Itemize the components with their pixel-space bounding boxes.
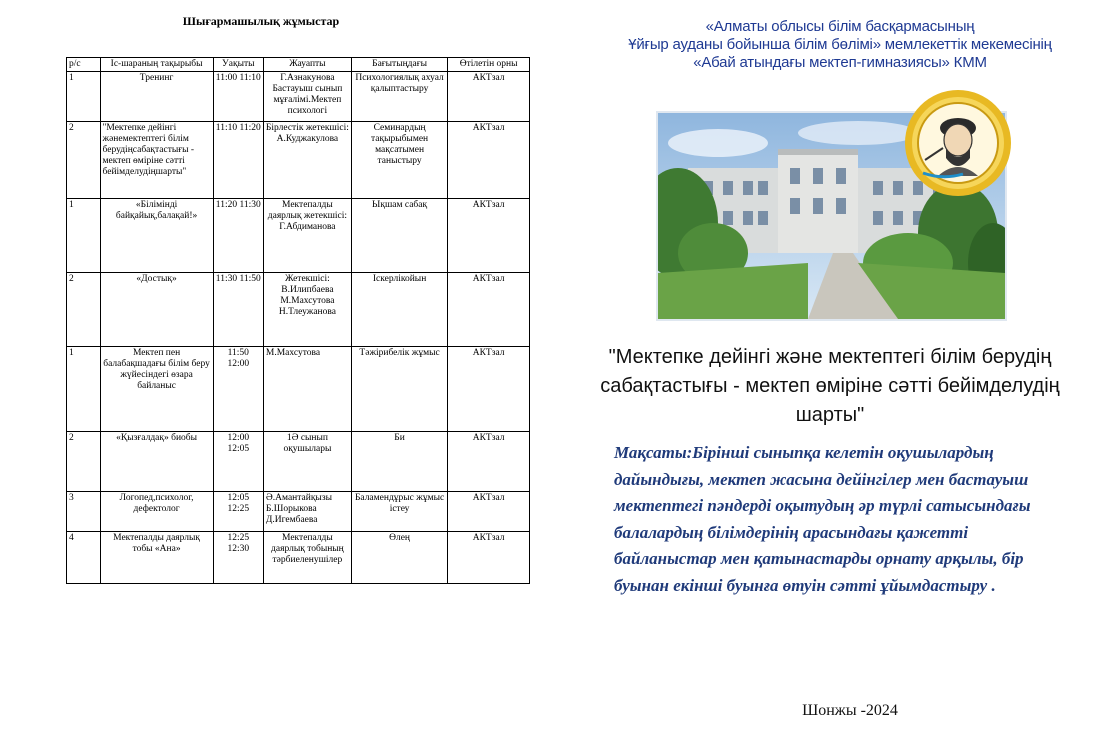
cell-time: 11:30 11:50 <box>213 273 263 347</box>
cell-place: АКТзал <box>448 347 530 432</box>
cell-place: АКТзал <box>448 492 530 532</box>
org-line-1: «Алматы облысы білім басқармасының <box>705 18 975 35</box>
cell-place: АКТзал <box>448 122 530 199</box>
table-row <box>67 532 530 584</box>
cell-number: 1 <box>67 347 101 432</box>
cell-topic: "Мектепке дейінгі жәнемектептегі білім берудіңсабақтастығы - мектеп өміріне сәтті бейімделудіңшарты" <box>100 122 213 199</box>
school-emblem-portrait <box>903 88 1013 198</box>
cell-number: 2 <box>67 432 101 492</box>
header-time: Уақыты <box>213 58 263 72</box>
table-row <box>67 199 530 273</box>
cell-place: АКТзал <box>448 532 530 584</box>
header-direction: Бағытыңдағы <box>351 58 447 72</box>
header-place: Өтілетін орны <box>448 58 530 72</box>
cell-place: АКТзал <box>448 199 530 273</box>
cell-time: 11:20 11:30 <box>213 199 263 273</box>
cell-time: 11:50 12:00 <box>213 347 263 432</box>
cell-responsible: Ә.Амантайқызы Б.Шорыкова Д.Игембаева <box>263 492 351 532</box>
cell-responsible: М.Махсутова <box>263 347 351 432</box>
cell-place: АКТзал <box>448 72 530 122</box>
cell-direction: Психологиялық ахуал қалыптастыру <box>351 72 447 122</box>
cell-number: 1 <box>67 199 101 273</box>
table-row <box>67 432 530 492</box>
cell-direction: Ықшам сабақ <box>351 199 447 273</box>
org-line-2: Ұйғыр ауданы бойынша білім бөлімі» мемлекеттік мекемесінің <box>628 36 1052 53</box>
cell-topic: «Достық» <box>100 273 213 347</box>
organization-header <box>580 18 1100 72</box>
cell-number: 3 <box>67 492 101 532</box>
cell-responsible: Мектепалды даярлық жетекшісі: Г.Абдиманова <box>263 199 351 273</box>
header-number: р/с <box>67 58 101 72</box>
cell-responsible: Мектепалды даярлық тобының тәрбиеленушілер <box>263 532 351 584</box>
table-row <box>67 492 530 532</box>
cell-direction: Баламендұрыс жұмыс істеу <box>351 492 447 532</box>
place-year-footer: Шонжы -2024 <box>802 702 898 719</box>
cell-number: 2 <box>67 273 101 347</box>
cell-topic: Логопед,психолог, дефектолог <box>100 492 213 532</box>
cell-direction: Тәжірибелік жұмыс <box>351 347 447 432</box>
cell-time: 12:05 12:25 <box>213 492 263 532</box>
cell-topic: Мектепалды даярлық тобы «Ана» <box>100 532 213 584</box>
cell-responsible: Бірлестік жетекшісі: А.Куджакулова <box>263 122 351 199</box>
cell-topic: «Қызғалдақ» биобы <box>100 432 213 492</box>
cell-direction: Өлең <box>351 532 447 584</box>
cell-number: 2 <box>67 122 101 199</box>
seminar-topic-title: "Мектепке дейінгі және мектептегі білім берудің сабақтастығы - мектеп өміріне сәтті бейімделудің шарты" <box>600 346 1060 426</box>
cell-number: 4 <box>67 532 101 584</box>
seminar-goal-text: Мақсаты:Бірінші сыныпқа келетін оқушылардың дайындығы, мектеп жасына дейінгілер мен бастауыш мектептегі пәндерді оқытудың әр түрлі сатысындағы балалардың білімдерінің арасындағы қажетті байланыстар мен қатынастарды орнату арқылы, бір буынан екінші буынға өтуін сәтті ұйымдастыру . <box>614 443 1031 595</box>
table-row <box>67 72 530 122</box>
cell-number: 1 <box>67 72 101 122</box>
cell-topic: Мектеп пен балабақшадағы білім беру жүйесіндегі өзара байланыс <box>100 347 213 432</box>
schedule-title: Шығармашылық жұмыстар <box>182 14 340 28</box>
table-row <box>67 273 530 347</box>
cell-direction: Би <box>351 432 447 492</box>
cell-responsible: Жетекшісі: В.Илипбаева М.Махсутова Н.Тлеужанова <box>263 273 351 347</box>
cell-place: АКТзал <box>448 273 530 347</box>
cell-topic: «Білімінді байқайық,балақай!» <box>100 199 213 273</box>
emblem-icon <box>903 88 1013 198</box>
table-row <box>67 122 530 199</box>
cell-place: АКТзал <box>448 432 530 492</box>
cell-responsible: 1Ә сынып оқушылары <box>263 432 351 492</box>
cell-responsible: Г.Азнакунова Бастауыш сынып мұғалімі.Мектеп психологі <box>263 72 351 122</box>
table-row <box>67 347 530 432</box>
cell-topic: Тренинг <box>100 72 213 122</box>
org-line-3: «Абай атындағы мектеп-гимназиясы» КММ <box>693 54 987 71</box>
cell-direction: Іскерлікойын <box>351 273 447 347</box>
cell-time: 11:10 11:20 <box>213 122 263 199</box>
cell-time: 12:00 12:05 <box>213 432 263 492</box>
header-responsible: Жауапты <box>263 58 351 72</box>
schedule-table <box>66 57 530 584</box>
table-header-row <box>67 58 530 72</box>
cell-direction: Семинардың тақырыбымен мақсатымен таныстыру <box>351 122 447 199</box>
header-topic: Іс-шараның тақырыбы <box>100 58 213 72</box>
cell-time: 11:00 11:10 <box>213 72 263 122</box>
cell-time: 12:25 12:30 <box>213 532 263 584</box>
